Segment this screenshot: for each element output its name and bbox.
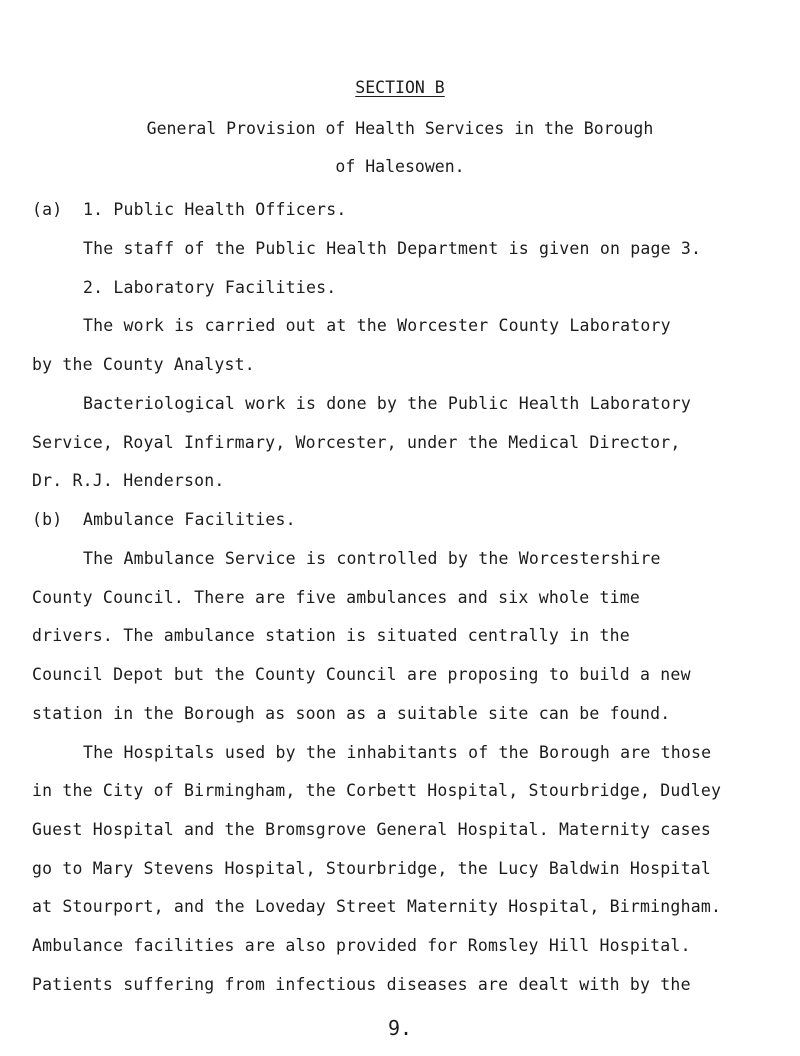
item2-p2-line3: Dr. R.J. Henderson. bbox=[32, 471, 225, 490]
item2-p2-line2: Service, Royal Infirmary, Worcester, under the Medical Director, bbox=[32, 433, 681, 452]
item2-p1-line2: by the County Analyst. bbox=[32, 355, 255, 374]
hospitals-p2-line5: at Stourport, and the Loveday Street Maternity Hospital, Birmingham. bbox=[32, 897, 722, 916]
item1-text: The staff of the Public Health Department is given on page 3. bbox=[83, 239, 702, 258]
ambulance-p1-line3: drivers. The ambulance station is situated centrally in the bbox=[32, 626, 630, 645]
hospitals-p2-line6: Ambulance facilities are also provided for Romsley Hill Hospital. bbox=[32, 936, 691, 955]
item2-title: 2. Laboratory Facilities. bbox=[83, 278, 337, 297]
hospitals-p2-line2: in the City of Birmingham, the Corbett Hospital, Stourbridge, Dudley bbox=[32, 781, 722, 800]
ambulance-p1-line4: Council Depot but the County Council are proposing to build a new bbox=[32, 665, 691, 684]
ambulance-p1-line1: The Ambulance Service is controlled by the Worcestershire bbox=[83, 549, 661, 568]
page-number: 9. bbox=[387, 1016, 413, 1040]
item1-title: 1. Public Health Officers. bbox=[83, 200, 347, 219]
part-a-marker: (a) bbox=[32, 200, 63, 219]
hospitals-p2-line7: Patients suffering from infectious diseases are dealt with by the bbox=[32, 975, 691, 994]
ambulance-p1-line5: station in the Borough as soon as a suitable site can be found. bbox=[32, 704, 671, 723]
ambulance-p1-line2: County Council. There are five ambulances and six whole time bbox=[32, 588, 641, 607]
part-b-marker: (b) bbox=[32, 510, 63, 529]
section-title: SECTION B bbox=[355, 78, 445, 97]
hospitals-p2-line1: The Hospitals used by the inhabitants of the Borough are those bbox=[83, 743, 712, 762]
hospitals-p2-line3: Guest Hospital and the Bromsgrove General Hospital. Maternity cases bbox=[32, 820, 711, 839]
item2-p1-line1: The work is carried out at the Worcester County Laboratory bbox=[83, 316, 671, 335]
heading-line-2: of Halesowen. bbox=[335, 157, 465, 176]
item2-p2-line1: Bacteriological work is done by the Public Health Laboratory bbox=[83, 394, 692, 413]
heading-line-1: General Provision of Health Services in the Borough bbox=[146, 119, 654, 138]
part-b-title: Ambulance Facilities. bbox=[83, 510, 296, 529]
hospitals-p2-line4: go to Mary Stevens Hospital, Stourbridge, the Lucy Baldwin Hospital bbox=[32, 859, 711, 878]
